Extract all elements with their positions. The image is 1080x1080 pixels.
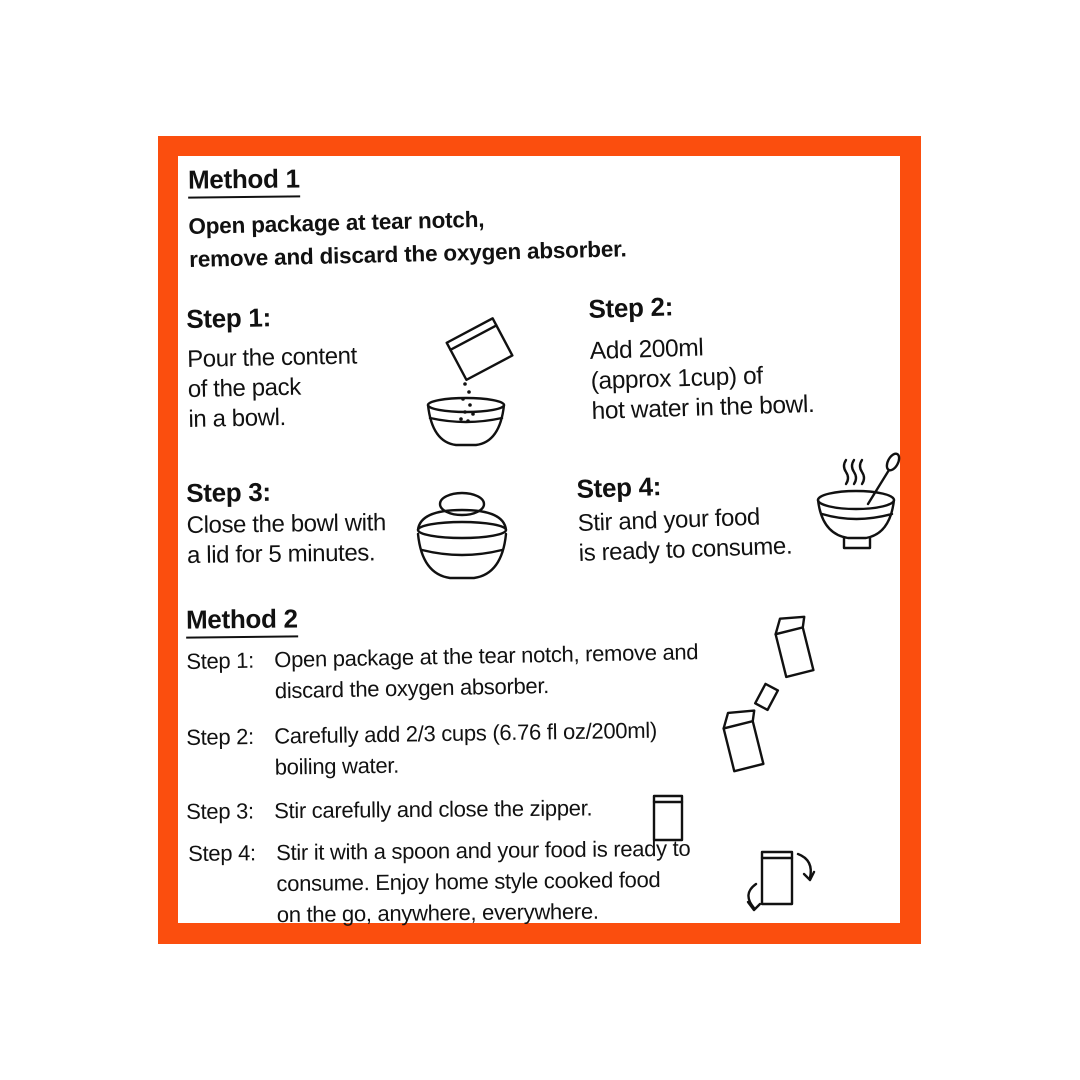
step-3-title: Step 3: xyxy=(186,476,272,508)
m2-step-3-label: Step 3: xyxy=(186,798,254,824)
method-2-heading: Method 2 xyxy=(186,603,298,638)
m2-step-1-label: Step 1: xyxy=(186,647,255,674)
step-1-text: Pour the content of the pack in a bowl. xyxy=(186,342,358,433)
method-2-step-2 xyxy=(186,713,766,780)
covered-bowl-icon xyxy=(410,488,522,588)
open-pouch-icon xyxy=(770,610,820,680)
step-4-title: Step 4: xyxy=(576,471,662,504)
m2-step-4-text: Stir it with a spoon and your food is ready to consume. Enjoy home style cooked food on the go, anywhere, everywhere. xyxy=(276,835,691,928)
steaming-bowl-spoon-icon xyxy=(816,452,904,556)
method-1-intro xyxy=(188,199,627,276)
sealed-pouch-icon xyxy=(650,794,686,842)
m2-step-2-text: Carefully add 2/3 cups (6.76 fl oz/200ml) boiling water. xyxy=(274,717,658,780)
step-2-text: Add 200ml (approx 1cup) of hot water in the bowl. xyxy=(589,334,815,425)
m2-step-3-text: Stir carefully and close the zipper. xyxy=(274,795,593,824)
method-1-step-1 xyxy=(186,300,358,435)
step-1-title: Step 1: xyxy=(186,302,272,334)
m2-step-2-label: Step 2: xyxy=(186,723,255,750)
method-1-intro-line-2: remove and discard the oxygen absorber. xyxy=(188,236,627,272)
method-1-heading: Method 1 xyxy=(188,163,300,198)
method-1-step-4 xyxy=(576,467,793,569)
instructions-frame xyxy=(158,136,921,944)
pour-water-into-pouch-icon xyxy=(722,684,788,778)
step-4-text: Stir and your food is ready to consume. xyxy=(577,503,793,567)
m2-step-1-text: Open package at the tear notch, remove and discard the oxygen absorber. xyxy=(274,639,699,704)
method-1-step-3 xyxy=(186,475,386,571)
instructions-panel xyxy=(178,156,900,928)
shake-pouch-icon xyxy=(744,844,836,916)
method-1-step-2 xyxy=(588,287,815,427)
m2-step-4-label: Step 4: xyxy=(188,840,256,866)
pour-pack-into-bowl-icon xyxy=(418,322,548,452)
step-3-text: Close the bowl with a lid for 5 minutes. xyxy=(186,509,387,569)
step-2-title: Step 2: xyxy=(588,291,674,324)
method-1-intro-line-1: Open package at tear notch, xyxy=(188,206,485,239)
